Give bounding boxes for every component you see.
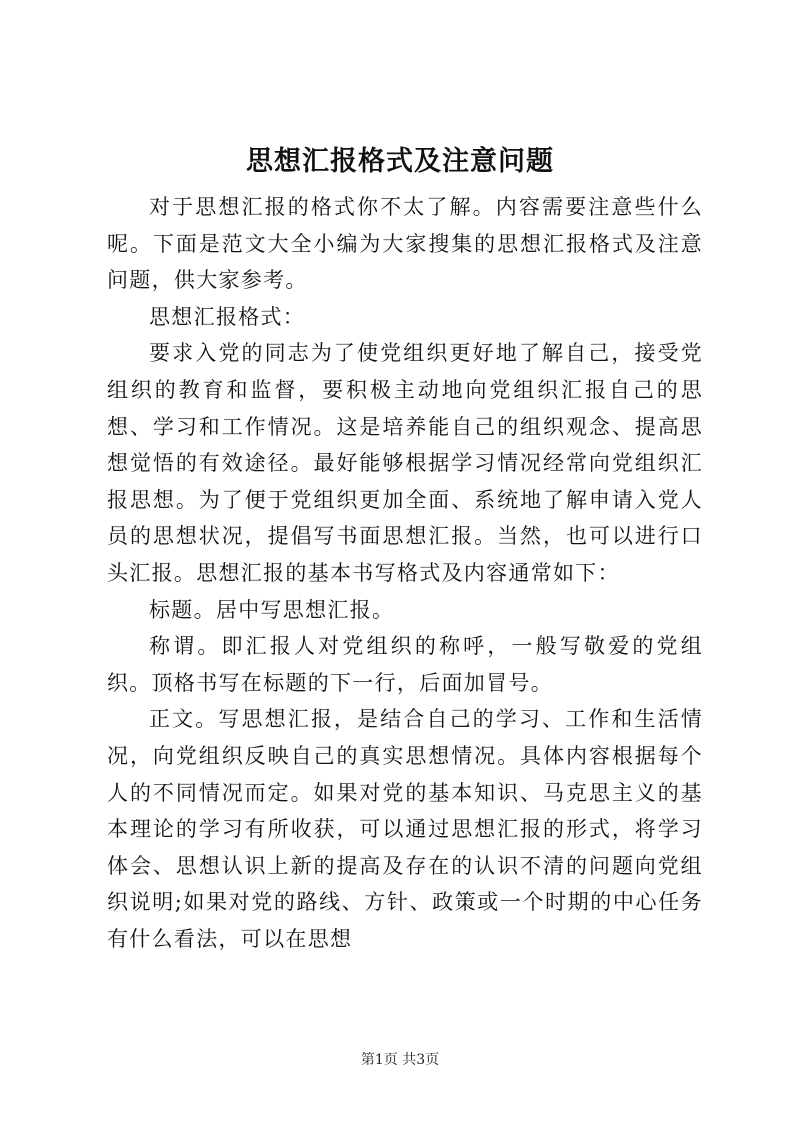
document-body (107, 189, 703, 957)
paragraph-requirements: 要求入党的同志为了使党组织更好地了解自己，接受党组织的教育和监督，要积极主动地向党组织汇报自己的思想、学习和工作情况。这是培养能自己的组织观念、提高思想觉悟的有效途径。最好能够根据学习情况经常向党组织汇报思想。为了便于党组织更加全面、系统地了解申请入党人员的思想状况，提倡写书面思想汇报。当然，也可以进行口头汇报。思想汇报的基本书写格式及内容通常如下： (107, 341, 703, 585)
paragraph-body-rule: 正文。写思想汇报，是结合自己的学习、工作和生活情况，向党组织反映自己的真实思想情况。具体内容根据每个人的不同情况而定。如果对党的基本知识、马克思主义的基本理论的学习有所收获，可以通过思想汇报的形式，将学习体会、思想认识上新的提高及存在的认识不清的问题向党组织说明;如果对党的路线、方针、政策或一个时期的中心任务有什么看法，可以在思想 (107, 707, 703, 951)
paragraph-salutation-rule: 称谓。即汇报人对党组织的称呼，一般写敬爱的党组织。顶格书写在标题的下一行，后面加冒号。 (107, 634, 703, 695)
paragraph-intro: 对于思想汇报的格式你不太了解。内容需要注意些什么呢。下面是范文大全小编为大家搜集的思想汇报格式及注意问题，供大家参考。 (107, 195, 703, 293)
paragraph-format-heading: 思想汇报格式： (149, 304, 306, 329)
paragraph-title-rule: 标题。居中写思想汇报。 (149, 597, 395, 622)
page-footer: 第1页 共3页 (360, 1052, 440, 1068)
document-title: 思想汇报格式及注意问题 (246, 146, 554, 177)
